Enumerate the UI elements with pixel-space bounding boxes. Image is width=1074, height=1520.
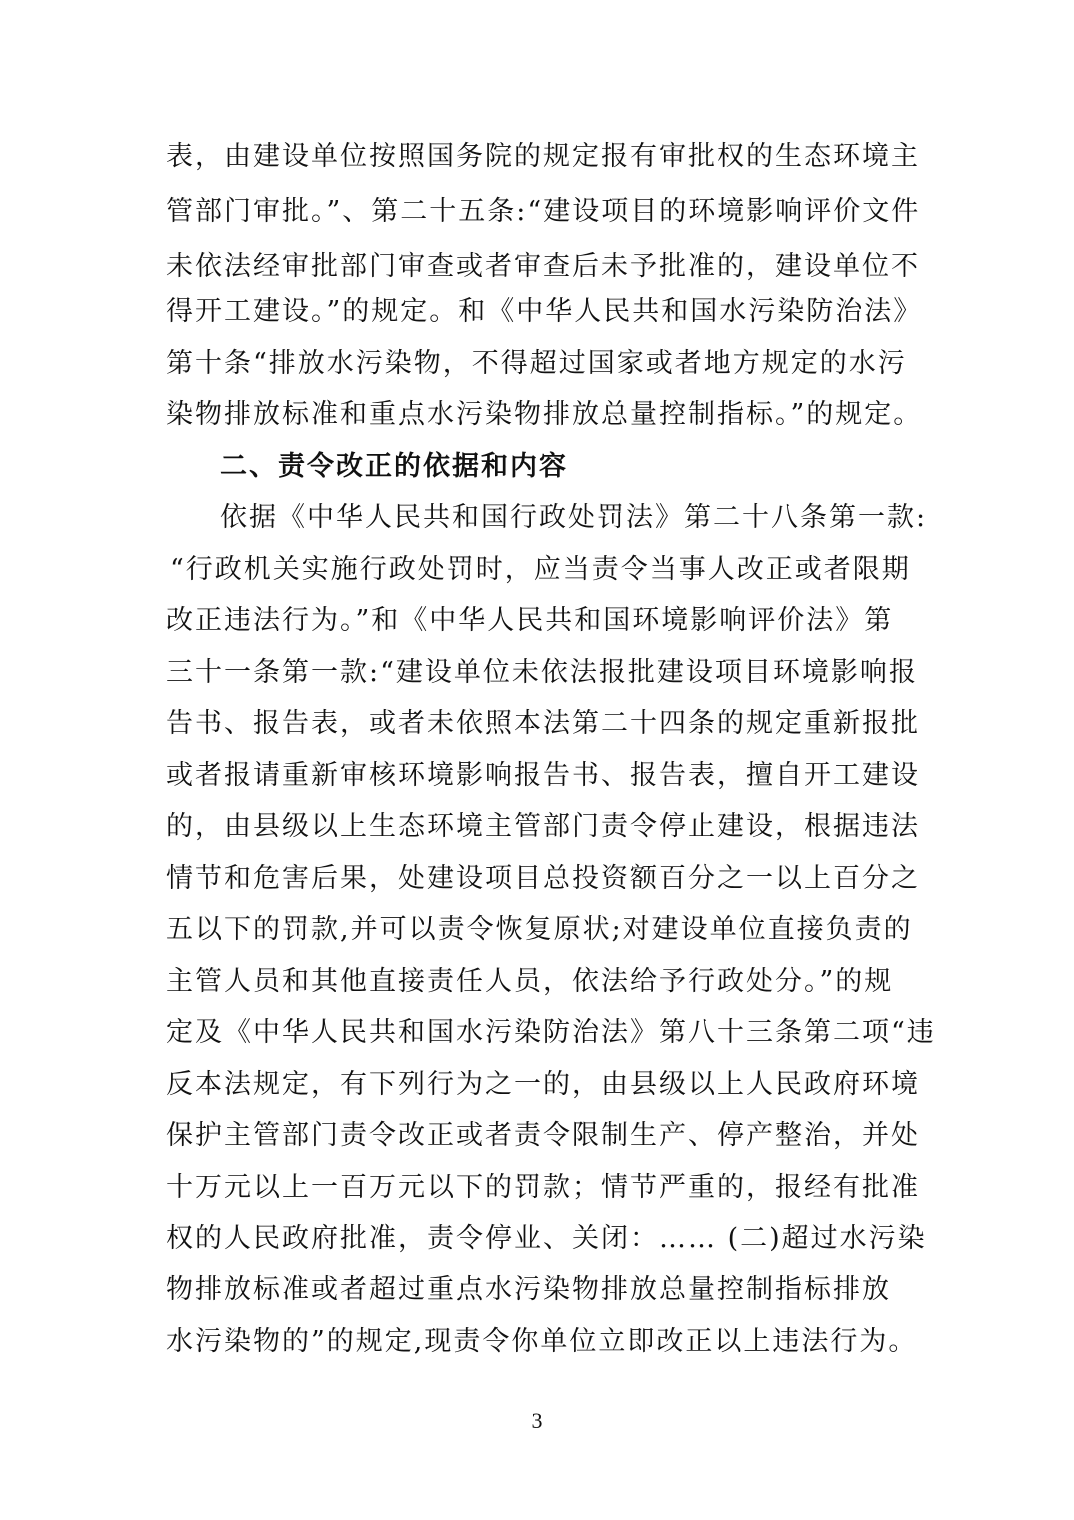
body-text-line: 定及《中华人民共和国水污染防治法》第八十三条第二项“违 — [166, 1017, 936, 1048]
body-text-line: 主管人员和其他直接责任人员，依法给予行政处分。”的规 — [166, 966, 894, 997]
body-text-line: 得开工建设。”的规定。和《中华人民共和国水污染防治法》 — [166, 296, 923, 327]
body-text-line: 未依法经审批部门审查或者审查后未予批准的，建设单位不 — [166, 251, 920, 282]
body-text-line: 表，由建设单位按照国务院的规定报有审批权的生态环境主 — [166, 141, 920, 172]
section-heading: 二、责令改正的依据和内容 — [220, 451, 568, 482]
page-number: 3 — [531, 1408, 543, 1433]
body-text-line: 改正违法行为。”和《中华人民共和国环境影响评价法》第 — [166, 605, 894, 636]
body-text-line: 染物排放标准和重点水污染物排放总量控制指标。”的规定。 — [166, 399, 923, 430]
body-text-line: 三十一条第一款:“建设单位未依法报批建设项目环境影响报 — [166, 657, 918, 688]
body-text-line: 第十条“排放水污染物，不得超过国家或者地方规定的水污 — [166, 348, 907, 379]
body-text-line: 或者报请重新审核环境影响报告书、报告表，擅自开工建设 — [166, 760, 920, 791]
body-text-line: “行政机关实施行政处罚时，应当责令当事人改正或者限期 — [170, 554, 911, 585]
body-text-line: 水污染物的”的规定,现责令你单位立即改正以上违法行为。 — [166, 1326, 918, 1357]
body-text-line: 十万元以上一百万元以下的罚款；情节严重的，报经有批准 — [166, 1172, 920, 1203]
body-text-line: 情节和危害后果，处建设项目总投资额百分之一以上百分之 — [166, 863, 920, 894]
body-text-line: 反本法规定，有下列行为之一的，由县级以上人民政府环境 — [166, 1069, 920, 1100]
body-text-line: 的，由县级以上生态环境主管部门责令停止建设，根据违法 — [166, 811, 920, 842]
body-text-line: 依据《中华人民共和国行政处罚法》第二十八条第一款: — [220, 502, 928, 533]
body-text-line: 权的人民政府批准，责令停业、关闭：…… (二)超过水污染 — [166, 1223, 927, 1254]
body-text-line: 管部门审批。”、第二十五条:“建设项目的环境影响评价文件 — [166, 196, 921, 227]
body-text-line: 保护主管部门责令改正或者责令限制生产、停产整治，并处 — [166, 1120, 920, 1151]
body-text-line: 物排放标准或者超过重点水污染物排放总量控制指标排放 — [166, 1274, 891, 1305]
body-text-line: 五以下的罚款,并可以责令恢复原状;对建设单位直接负责的 — [166, 914, 913, 945]
body-text-line: 告书、报告表，或者未依照本法第二十四条的规定重新报批 — [166, 708, 920, 739]
